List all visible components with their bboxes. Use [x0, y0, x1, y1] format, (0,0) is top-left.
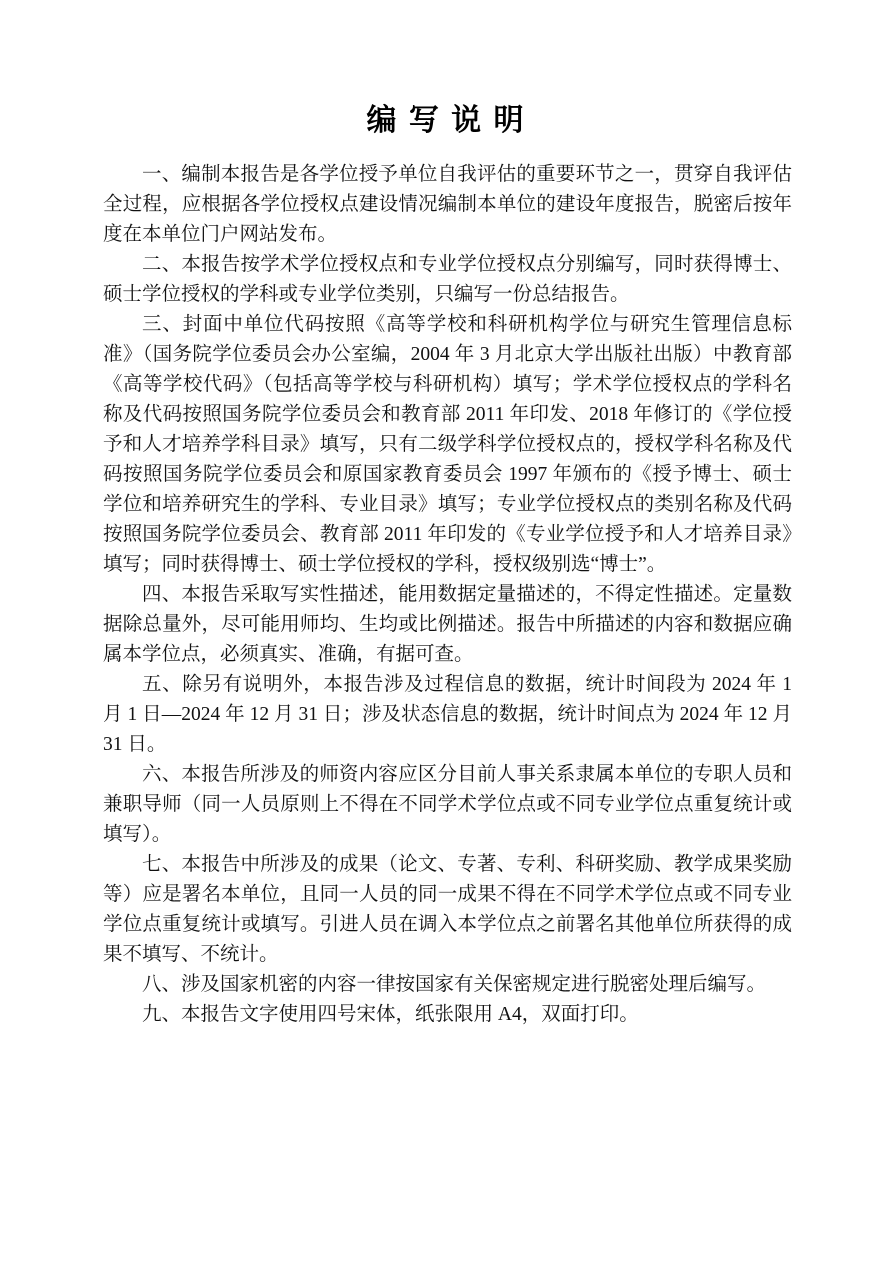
instruction-paragraph-3: 三、封面中单位代码按照《高等学校和科研机构学位与研究生管理信息标准》（国务院学位委员会办公室编，2004 年 3 月北京大学出版社出版）中教育部《高等学校代码》（包括高等学校与科研机构）填写；学术学位授权点的学科名称及代码按照国务院学位委员会和教育部 2011 年印发、2018 年修订的《学位授予和人才培养学科目录》填写，只有二级学科学位授权点的，授权学科名称及代码按照国务院学位委员会和原国家教育委员会 1997 年颁布的《授予博士、硕士学位和培养研究生的学科、专业目录》填写；专业学位授权点的类别名称及代码按照国务院学位委员会、教育部 2011 年印发的《专业学位授予和人才培养目录》填写；同时获得博士、硕士学位授权的学科，授权级别选“博士”。 [103, 314, 792, 575]
instruction-paragraph-1: 一、编制本报告是各学位授予单位自我评估的重要环节之一，贯穿自我评估全过程，应根据各学位授权点建设情况编制本单位的建设年度报告，脱密后按年度在本单位门户网站发布。 [103, 164, 792, 245]
instruction-paragraph-5: 五、除另有说明外，本报告涉及过程信息的数据，统计时间段为 2024 年 1 月 1 日—2024 年 12 月 31 日；涉及状态信息的数据，统计时间点为 2024 年 12 月 31 日。 [103, 674, 792, 755]
document-title: 编 写 说 明 [366, 104, 526, 137]
instruction-paragraph-4: 四、本报告采取写实性描述，能用数据定量描述的，不得定性描述。定量数据除总量外，尽可能用师均、生均或比例描述。报告中所描述的内容和数据应确属本学位点，必须真实、准确，有据可查。 [103, 584, 792, 665]
document-body [103, 160, 792, 1030]
instruction-paragraph-6: 六、本报告所涉及的师资内容应区分目前人事关系隶属本单位的专职人员和兼职导师（同一人员原则上不得在不同学术学位点或不同专业学位点重复统计或填写）。 [103, 764, 792, 845]
instruction-paragraph-8: 八、涉及国家机密的内容一律按国家有关保密规定进行脱密处理后编写。 [142, 974, 767, 995]
instruction-paragraph-9: 九、本报告文字使用四号宋体，纸张限用 A4，双面打印。 [142, 1004, 639, 1025]
instruction-paragraph-7: 七、本报告中所涉及的成果（论文、专著、专利、科研奖励、教学成果奖励等）应是署名本单位，且同一人员的同一成果不得在不同学术学位点或不同专业学位点重复统计或填写。引进人员在调入本学位点之前署名其他单位所获得的成果不填写、不统计。 [103, 854, 792, 965]
instruction-paragraph-2: 二、本报告按学术学位授权点和专业学位授权点分别编写，同时获得博士、硕士学位授权的学科或专业学位类别，只编写一份总结报告。 [103, 254, 792, 305]
